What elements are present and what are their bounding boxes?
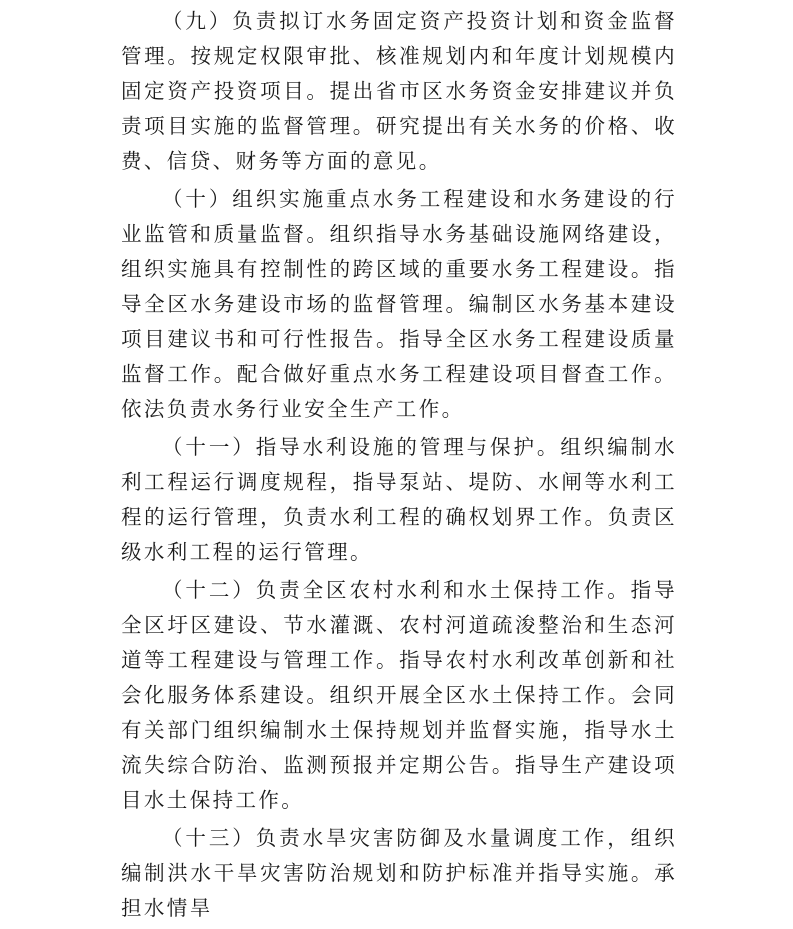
paragraph-item-12: （十二）负责全区农村水利和水土保持工作。指导全区圩区建设、节水灌溉、农村河道疏浚整治和生态河道等工程建设与管理工作。指导农村水利改革创新和社会化服务体系建设。组织开展全区水土保持工作。会同有关部门组织编制水土保持规划并监督实施，指导水土流失综合防治、监测预报并定期公告。指导生产建设项目水土保持工作。 bbox=[121, 578, 677, 812]
paragraph-item-11: （十一）指导水利设施的管理与保护。组织编制水利工程运行调度规程，指导泵站、堤防、水闸等水利工程的运行管理，负责水利工程的确权划界工作。负责区级水利工程的运行管理。 bbox=[121, 435, 677, 564]
paragraph-item-9: （九）负责拟订水务固定资产投资计划和资金监督管理。按规定权限审批、核准规划内和年度计划规模内固定资产投资项目。提出省市区水务资金安排建议并负责项目实施的监督管理。研究提出有关水务的价格、收费、信贷、财务等方面的意见。 bbox=[121, 9, 677, 173]
paragraph-item-13: （十三）负责水旱灾害防御及水量调度工作，组织编制洪水干旱灾害防治规划和防护标准并指导实施。承担水情旱 bbox=[121, 826, 677, 920]
document-page bbox=[121, 4, 677, 929]
paragraph-item-10: （十）组织实施重点水务工程建设和水务建设的行业监管和质量监督。组织指导水务基础设施网络建设，组织实施具有控制性的跨区域的重要水务工程建设。指导全区水务建设市场的监督管理。编制区水务基本建设项目建议书和可行性报告。指导全区水务工程建设质量监督工作。配合做好重点水务工程建设项目督查工作。依法负责水务行业安全生产工作。 bbox=[121, 187, 677, 421]
